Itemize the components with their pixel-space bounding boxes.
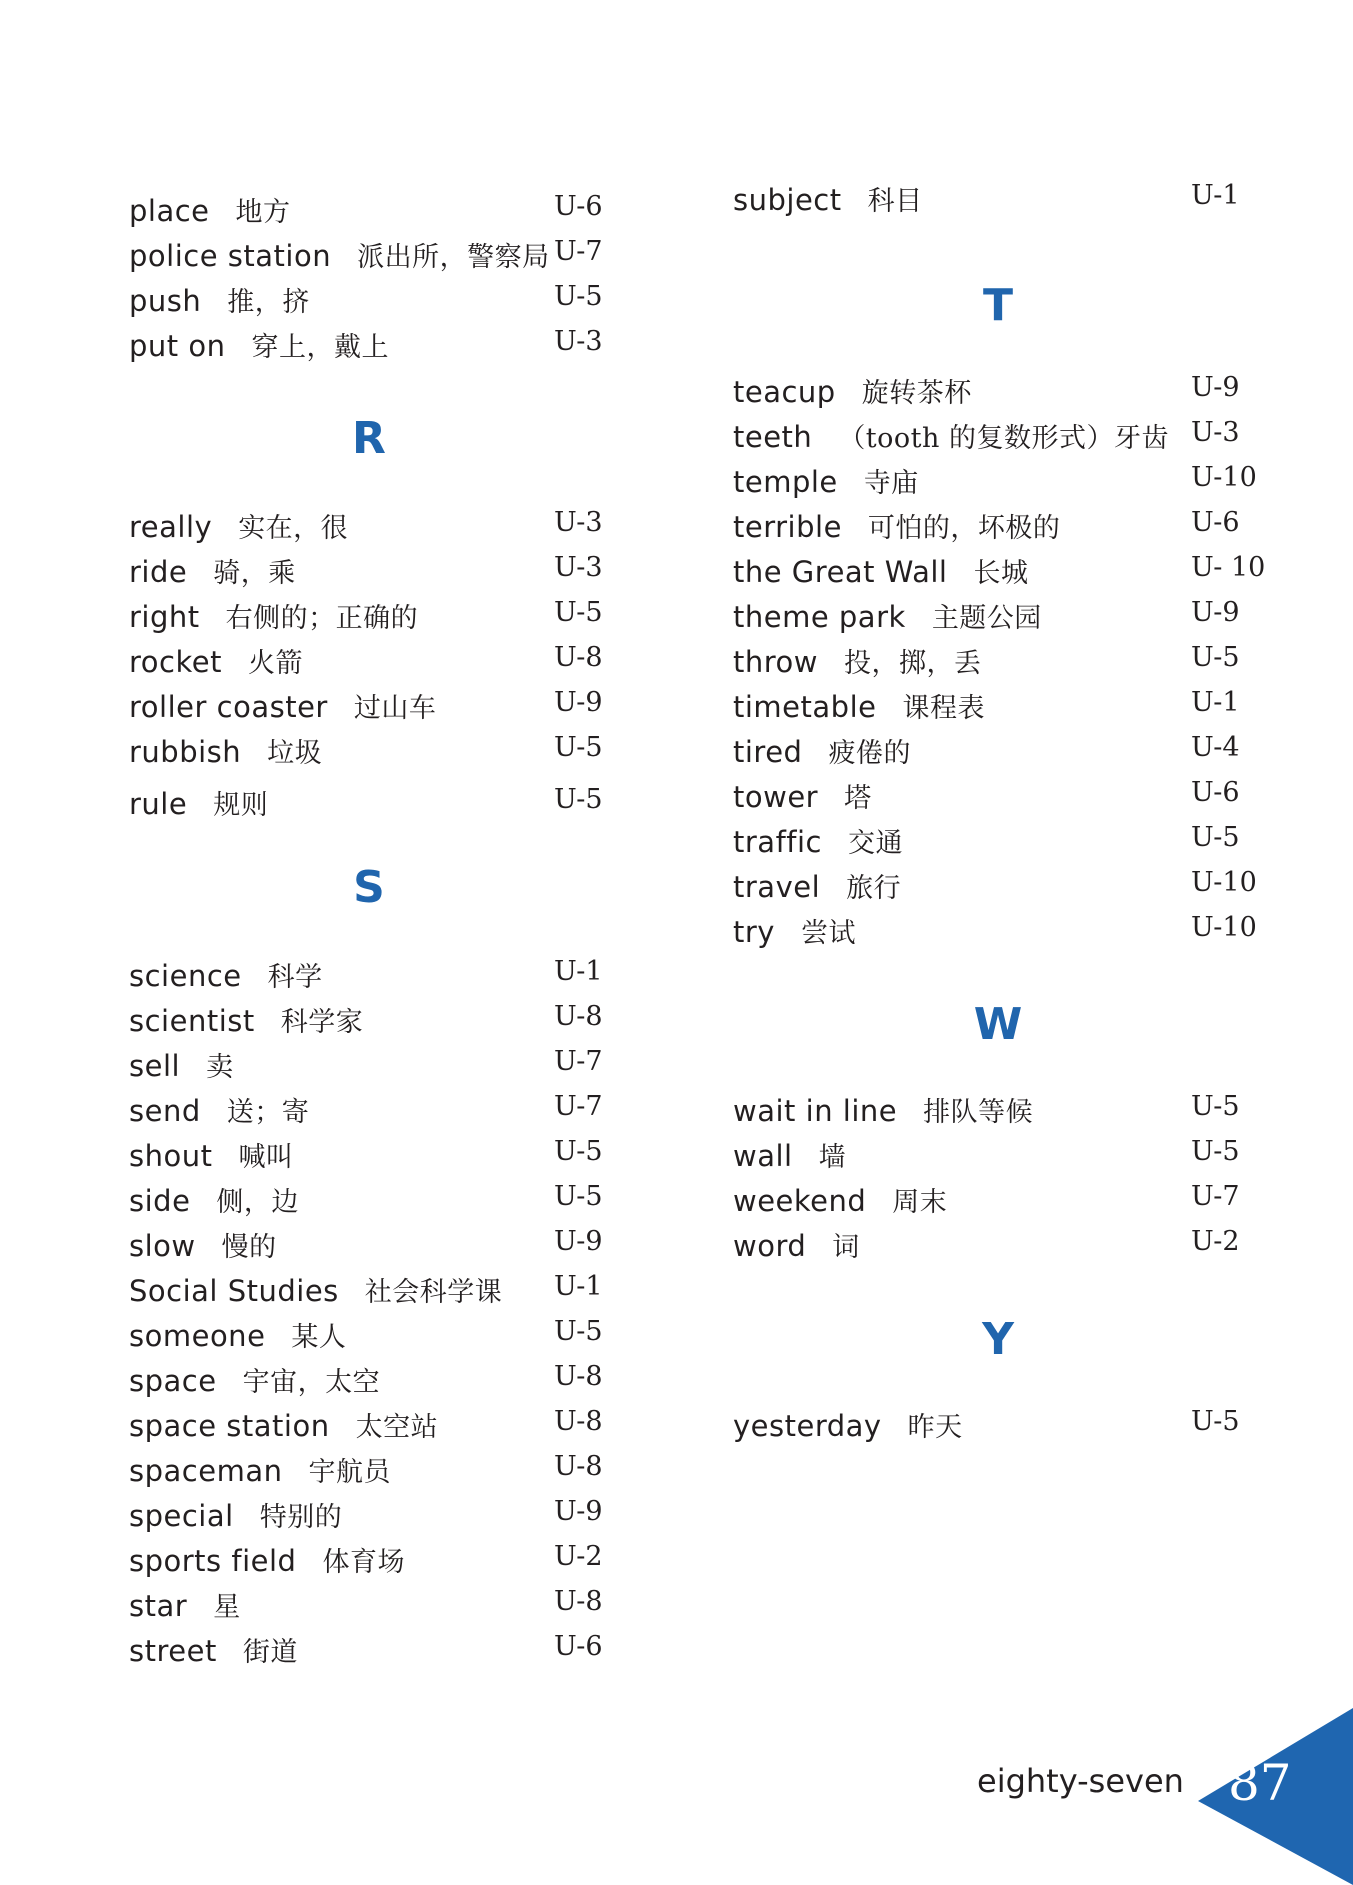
entry-unit: U-9: [554, 1496, 603, 1527]
entry-word: [129, 596, 418, 635]
entry-unit: U-5: [1191, 1091, 1240, 1122]
entry-english: ride: [129, 555, 188, 589]
entry-unit: U-9: [554, 687, 603, 718]
entry-english: rubbish: [129, 735, 242, 769]
entry-meaning: 主题公园: [931, 603, 1042, 634]
glossary-entry: [129, 1045, 609, 1089]
entry-english: wall: [733, 1139, 793, 1173]
entry-unit: U-7: [554, 236, 603, 267]
entry-unit: U-8: [554, 1451, 603, 1482]
entry-word: [733, 461, 919, 500]
entry-english: teacup: [733, 375, 836, 409]
entry-word: [129, 235, 550, 274]
entry-word: [733, 596, 1042, 635]
glossary-entry: [129, 1180, 609, 1224]
entry-word: [733, 1225, 860, 1264]
entry-unit: U-3: [1191, 417, 1240, 448]
glossary-entry: [733, 1225, 1263, 1269]
entry-word: [733, 866, 901, 905]
glossary-entry: [129, 190, 609, 234]
entry-english: send: [129, 1094, 201, 1128]
glossary-entry: [733, 641, 1263, 685]
entry-word: [733, 686, 985, 725]
entry-meaning: 科目: [867, 186, 923, 217]
entry-english: sports field: [129, 1544, 297, 1578]
entry-meaning: （tooth 的复数形式）牙齿: [838, 423, 1169, 454]
entry-word: [733, 1180, 947, 1219]
glossary-entry: [129, 1360, 609, 1404]
entry-unit: U-2: [554, 1541, 603, 1572]
glossary-entry: [129, 1270, 609, 1314]
entry-english: star: [129, 1589, 188, 1623]
entry-meaning: 塔: [844, 783, 872, 814]
entry-word: [733, 1135, 846, 1174]
entry-unit: U-9: [1191, 597, 1240, 628]
entry-meaning: 慢的: [221, 1232, 277, 1263]
entry-word: [733, 506, 1060, 545]
entry-word: [129, 1000, 363, 1039]
glossary-entry: [129, 1315, 609, 1359]
glossary-entry: [129, 1135, 609, 1179]
entry-english: really: [129, 510, 213, 544]
entry-english: special: [129, 1499, 234, 1533]
entry-english: rocket: [129, 645, 222, 679]
entry-word: [129, 1090, 309, 1129]
section-heading-w: W: [973, 999, 1023, 1050]
entry-unit: U-5: [554, 597, 603, 628]
entry-english: try: [733, 915, 775, 949]
entry-meaning: 宇航员: [308, 1457, 391, 1488]
entry-meaning: 科学家: [280, 1007, 364, 1038]
entry-english: put on: [129, 329, 226, 363]
entry-meaning: 右侧的；正确的: [225, 603, 419, 634]
entry-unit: U-5: [554, 732, 603, 763]
entry-unit: U-7: [1191, 1181, 1240, 1212]
entry-english: place: [129, 194, 210, 228]
entry-english: yesterday: [733, 1409, 882, 1443]
entry-word: [733, 179, 923, 218]
glossary-entry: [733, 179, 1263, 223]
entry-english: traffic: [733, 825, 822, 859]
glossary-entry: [129, 596, 609, 640]
entry-word: [733, 821, 903, 860]
entry-word: [129, 1405, 438, 1444]
entry-english: right: [129, 600, 200, 634]
glossary-entry: [129, 1630, 609, 1674]
entry-meaning: 过山车: [353, 693, 437, 724]
entry-english: sell: [129, 1049, 181, 1083]
entry-english: spaceman: [129, 1454, 283, 1488]
entry-word: [129, 506, 348, 545]
entry-english: roller coaster: [129, 690, 328, 724]
glossary-entry: [733, 821, 1263, 865]
glossary-entry: [129, 1585, 609, 1629]
entry-unit: U-8: [554, 1586, 603, 1617]
glossary-entry: [733, 416, 1263, 460]
entry-meaning: 太空站: [355, 1412, 439, 1443]
entry-unit: U-8: [554, 1001, 603, 1032]
entry-meaning: 可怕的，坏极的: [867, 513, 1061, 544]
entry-unit: U-10: [1191, 462, 1257, 493]
entry-unit: U-9: [554, 1226, 603, 1257]
glossary-entry: [129, 686, 609, 730]
glossary-entry: [733, 1180, 1263, 1224]
entry-meaning: 墙: [818, 1142, 847, 1173]
entry-meaning: 词: [832, 1232, 860, 1263]
entry-meaning: 侧，边: [216, 1187, 299, 1218]
glossary-entry: [733, 371, 1263, 415]
entry-word: [733, 641, 982, 680]
entry-english: theme park: [733, 600, 906, 634]
entry-meaning: 送；寄: [226, 1097, 310, 1128]
entry-meaning: 周末: [892, 1187, 948, 1218]
entry-word: [129, 783, 268, 822]
entry-word: [129, 955, 323, 994]
entry-english: street: [129, 1634, 217, 1668]
glossary-entry: [733, 551, 1266, 595]
page-word: eighty-seven: [977, 1762, 1184, 1800]
entry-unit: U-3: [554, 326, 603, 357]
entry-unit: U-9: [1191, 372, 1240, 403]
entry-word: [129, 1495, 342, 1534]
entry-word: [733, 371, 972, 410]
entry-meaning: 排队等候: [923, 1097, 1034, 1128]
entry-meaning: 寺庙: [863, 468, 919, 499]
entry-word: [129, 1225, 277, 1264]
entry-english: subject: [733, 183, 842, 217]
glossary-entry: [733, 506, 1263, 550]
entry-meaning: 街道: [242, 1637, 298, 1668]
glossary-entry: [733, 461, 1263, 505]
entry-word: [129, 1180, 299, 1219]
entry-meaning: 体育场: [322, 1547, 405, 1578]
entry-word: [129, 1045, 234, 1084]
glossary-entry: [733, 776, 1263, 820]
entry-meaning: 星: [213, 1592, 241, 1623]
entry-meaning: 宇宙，太空: [242, 1367, 381, 1398]
entry-unit: U-10: [1191, 912, 1257, 943]
section-heading-y: Y: [982, 1314, 1014, 1365]
entry-unit: U-8: [554, 1406, 603, 1437]
entry-word: [129, 551, 296, 590]
entry-unit: U-6: [1191, 507, 1240, 538]
entry-word: [129, 686, 436, 725]
entry-meaning: 交通: [848, 828, 903, 859]
entry-english: space: [129, 1364, 217, 1398]
entry-unit: U- 10: [1191, 552, 1266, 583]
entry-unit: U-8: [554, 642, 603, 673]
entry-word: [733, 1090, 1033, 1129]
entry-unit: U-5: [554, 1316, 603, 1347]
entry-word: [733, 416, 1169, 455]
entry-english: shout: [129, 1139, 213, 1173]
entry-english: teeth: [733, 420, 813, 454]
entry-english: tired: [733, 735, 803, 769]
entry-word: [129, 1630, 298, 1669]
entry-unit: U-3: [554, 507, 603, 538]
entry-meaning: 喊叫: [238, 1142, 294, 1173]
entry-unit: U-4: [1191, 732, 1240, 763]
glossary-entry: [733, 1405, 1263, 1449]
page-number: 87: [1228, 1754, 1292, 1812]
glossary-entry: [129, 235, 609, 279]
entry-meaning: 实在，很: [238, 513, 349, 544]
entry-unit: U-5: [554, 281, 603, 312]
entry-english: the Great Wall: [733, 555, 948, 589]
entry-meaning: 疲倦的: [828, 738, 911, 769]
entry-word: [129, 1540, 405, 1579]
entry-meaning: 投，掷，丢: [844, 648, 982, 679]
glossary-entry: [129, 641, 609, 685]
glossary-entry: [733, 866, 1263, 910]
glossary-entry: [129, 1495, 609, 1539]
entry-unit: U-5: [1191, 1406, 1240, 1437]
entry-english: someone: [129, 1319, 266, 1353]
entry-meaning: 昨天: [907, 1412, 963, 1443]
glossary-entry: [129, 955, 609, 999]
entry-english: throw: [733, 645, 818, 679]
entry-english: slow: [129, 1229, 196, 1263]
entry-unit: U-5: [554, 1181, 603, 1212]
entry-unit: U-6: [1191, 777, 1240, 808]
entry-unit: U-7: [554, 1046, 603, 1077]
entry-unit: U-5: [554, 1136, 603, 1167]
entry-word: [129, 1270, 502, 1309]
entry-unit: U-6: [554, 191, 603, 222]
entry-meaning: 火箭: [247, 648, 303, 679]
entry-unit: U-5: [554, 784, 603, 815]
glossary-entry: [733, 1135, 1263, 1179]
entry-english: science: [129, 959, 242, 993]
entry-unit: U-8: [554, 1361, 603, 1392]
glossary-entry: [129, 325, 609, 369]
glossary-entry: [129, 551, 609, 595]
entry-unit: U-6: [554, 1631, 603, 1662]
entry-unit: U-10: [1191, 867, 1257, 898]
glossary-entry: [129, 1450, 609, 1494]
entry-unit: U-7: [554, 1091, 603, 1122]
entry-word: [733, 776, 872, 815]
glossary-entry: [129, 731, 609, 775]
section-heading-s: S: [353, 862, 385, 913]
entry-word: [733, 911, 856, 950]
entry-word: [129, 731, 322, 770]
entry-word: [129, 1135, 293, 1174]
entry-meaning: 地方: [235, 197, 291, 228]
entry-word: [733, 731, 911, 770]
glossary-entry: [129, 1405, 609, 1449]
entry-meaning: 特别的: [259, 1502, 343, 1533]
entry-english: space station: [129, 1409, 330, 1443]
glossary-entry: [129, 280, 609, 324]
glossary-entry: [733, 686, 1263, 730]
entry-word: [129, 1360, 380, 1399]
entry-meaning: 社会科学课: [364, 1277, 503, 1308]
entry-unit: U-3: [554, 552, 603, 583]
entry-unit: U-5: [1191, 1136, 1240, 1167]
section-heading-r: R: [352, 413, 386, 464]
glossary-entry: [129, 1540, 609, 1584]
entry-meaning: 派出所，警察局: [357, 242, 550, 273]
entry-word: [129, 325, 389, 364]
section-heading-t: T: [982, 280, 1013, 331]
entry-word: [129, 190, 291, 229]
entry-unit: U-1: [1191, 180, 1240, 211]
entry-word: [129, 641, 303, 680]
entry-unit: U-2: [1191, 1226, 1240, 1257]
entry-english: scientist: [129, 1004, 255, 1038]
entry-meaning: 科学: [267, 962, 323, 993]
entry-english: timetable: [733, 690, 877, 724]
entry-english: police station: [129, 239, 332, 273]
glossary-entry: [129, 1090, 609, 1134]
entry-meaning: 推，挤: [227, 287, 310, 318]
entry-meaning: 课程表: [902, 693, 985, 724]
entry-unit: U-1: [1191, 687, 1240, 718]
glossary-entry: [129, 506, 609, 550]
entry-english: travel: [733, 870, 821, 904]
entry-unit: U-5: [1191, 642, 1240, 673]
entry-english: tower: [733, 780, 819, 814]
glossary-entry: [733, 596, 1263, 640]
entry-word: [129, 280, 310, 319]
glossary-entry: [733, 731, 1263, 775]
entry-meaning: 长城: [973, 558, 1029, 589]
entry-meaning: 旅行: [846, 873, 902, 904]
glossary-entry: [129, 783, 609, 827]
entry-meaning: 骑，乘: [213, 558, 296, 589]
entry-word: [129, 1450, 391, 1489]
entry-meaning: 旋转茶杯: [861, 378, 972, 409]
entry-meaning: 某人: [291, 1322, 347, 1353]
glossary-entry: [733, 1090, 1263, 1134]
entry-word: [129, 1315, 346, 1354]
entry-english: temple: [733, 465, 838, 499]
entry-english: rule: [129, 787, 188, 821]
entry-english: wait in line: [733, 1094, 898, 1128]
glossary-entry: [733, 911, 1263, 955]
entry-meaning: 垃圾: [267, 738, 323, 769]
glossary-entry: [129, 1000, 609, 1044]
entry-word: [733, 1405, 963, 1444]
entry-english: side: [129, 1184, 191, 1218]
glossary-entry: [129, 1225, 609, 1269]
entry-meaning: 穿上，戴上: [251, 332, 389, 363]
entry-meaning: 规则: [213, 790, 269, 821]
entry-english: push: [129, 284, 202, 318]
entry-meaning: 尝试: [800, 918, 856, 949]
entry-english: Social Studies: [129, 1274, 339, 1308]
entry-english: weekend: [733, 1184, 867, 1218]
entry-word: [733, 551, 1028, 590]
entry-word: [129, 1585, 241, 1624]
entry-unit: U-1: [554, 1271, 603, 1302]
entry-unit: U-1: [554, 956, 603, 987]
entry-unit: U-5: [1191, 822, 1240, 853]
entry-meaning: 卖: [206, 1052, 234, 1083]
entry-english: terrible: [733, 510, 842, 544]
entry-english: word: [733, 1229, 807, 1263]
